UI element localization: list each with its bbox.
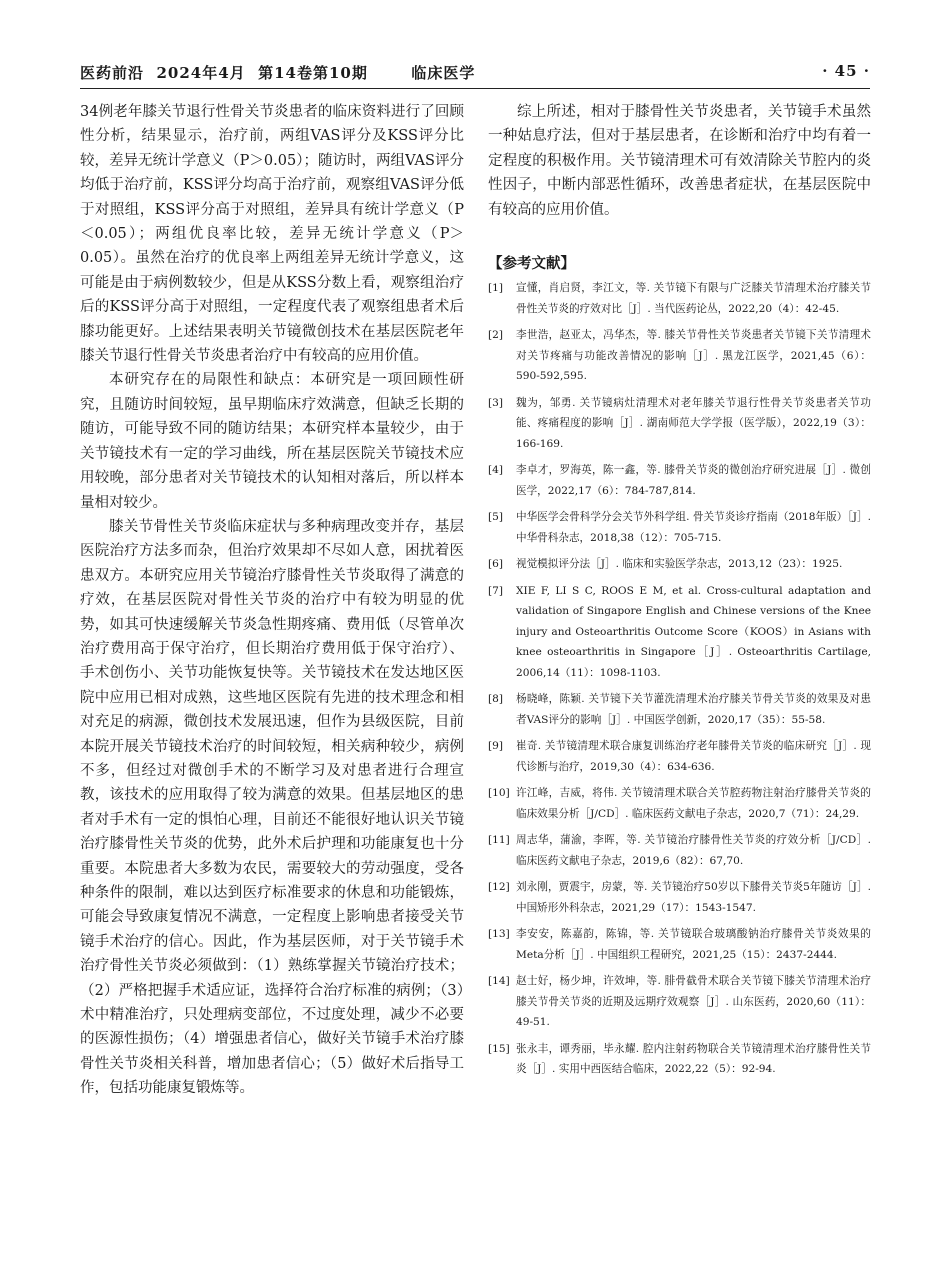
- page-number: · 45 ·: [822, 62, 870, 80]
- reference-item: [8] 杨晓峰，陈颖. 关节镜下关节灌洗清理术治疗膝关节骨关节炎的效果及对患者VAS评分的影响［J］. 中国医学创新，2020,17（35）：55-58.: [488, 693, 871, 726]
- reference-item: [9] 崔奇. 关节镜清理术联合康复训练治疗老年膝骨关节炎的临床研究［J］. 现代诊断与治疗，2019,30（4）：634-636.: [488, 740, 871, 773]
- journal-name: 医药前沿: [80, 64, 145, 82]
- header-left: [80, 62, 475, 83]
- reference-item: [2] 李世浩，赵亚太，冯华杰，等. 膝关节骨性关节炎患者关节镜下关节清理术对关节疼痛与功能改善情况的影响［J］. 黑龙江医学，2021,45（6）：590-592,595.: [488, 329, 871, 382]
- volume-issue: 第14卷第10期: [258, 64, 368, 82]
- running-header: [80, 62, 870, 86]
- reference-item: [15] 张永丰，谭秀丽，毕永耀. 腔内注射药物联合关节镜清理术治疗膝骨性关节炎［J］. 实用中西医结合临床，2022,22（5）：92-94.: [488, 1042, 871, 1075]
- header-rule: [80, 88, 870, 89]
- reference-item: [7] XIE F, LI S C, ROOS E M, et al. Cross-cultural adaptation and validation of Singapore English and Chinese versions of the Knee injury and Osteoarthritis Outcome Score（KOOS）in Asians with knee osteoarthritis in Singapore［J］. Osteoarthritis Cartilage, 2006,14（11）：1098-1103.: [488, 584, 871, 679]
- reference-item: [13] 李安安，陈嘉韵，陈锦，等. 关节镜联合玻璃酸钠治疗膝骨关节炎效果的Meta分析［J］. 中国组织工程研究，2021,25（15）：2437-2444.: [488, 928, 871, 961]
- reference-item: [3] 魏为，邹勇. 关节镜病灶清理术对老年膝关节退行性骨关节炎患者关节功能、疼痛程度的影响［J］. 湖南师范大学学报（医学版），2022,19（3）：166-169.: [488, 396, 871, 450]
- reference-item: [1] 宣懂，肖启贤，李江文，等. 关节镜下有限与广泛膝关节清理术治疗膝关节骨性关节炎的疗效对比［J］. 当代医药论丛，2022,20（4）：42-45.: [488, 282, 871, 315]
- paragraph-discussion: 膝关节骨性关节炎临床症状与多种病理改变并存，基层医院治疗方法多而杂，但治疗效果却不尽如人意，困扰着医患双方。本研究应用关节镜治疗膝骨性关节炎取得了满意的疗效，在基层医院对骨性关节炎的治疗中有较为明显的优势，如其可快速缓解关节炎急性期疼痛、费用低（尽管单次治疗费用高于保守治疗，但长期治疗费用低于保守治疗）、手术创伤小、关节功能恢复快等。关节镜技术在发达地区医院中应用已相对成熟，这些地区医院有先进的技术理念和相对充足的病源，微创技术发展迅速，但作为县级医院，目前本院开展关节镜技术治疗的时间较短，相关病种较少，病例不多，但经过对微创手术的不断学习及对患者进行合理宣教，该技术的应用取得了较为满意的效果。但基层地区的患者对手术有一定的惧怕心理，目前还不能很好地认识关节镜治疗膝骨性关节炎的优势，此外术后护理和功能康复也十分重要。本院患者大多数为农民，需要较大的劳动强度，受各种条件的限制，难以达到医疗标准要求的休息和功能锻炼，可能会导致康复情况不满意，一定程度上影响患者接受关节镜手术治疗的信心。因此，作为基层医师，对于关节镜手术治疗骨性关节炎必须做到：（1）熟练掌握关节镜治疗技术；（2）严格把握手术适应证，选择符合治疗标准的病例；（3）术中精准治疗，只处理病变部位，不过度处理，减少不必要的医源性损伤；（4）增强患者信心，做好关节镜手术治疗膝骨性关节炎相关科普，增加患者信心；（5）做好术后指导工作，包括功能康复锻炼等。: [80, 518, 464, 1097]
- reference-item: [5] 中华医学会骨科学分会关节外科学组. 骨关节炎诊疗指南（2018年版）［J］. 中华骨科杂志，2018,38（12）：705-715.: [488, 511, 871, 544]
- reference-item: [10] 许江峰，吉威，将伟. 关节镜清理术联合关节腔药物注射治疗膝骨关节炎的临床效果分析［J/CD］. 临床医药文献电子杂志，2020,7（71）：24,29.: [488, 787, 871, 820]
- references-title: 【参考文献】: [488, 255, 575, 272]
- paragraph-limitations: 本研究存在的局限性和缺点：本研究是一项回顾性研究，且随访时间较短，虽早期临床疗效满意，但缺乏长期的随访，可能导致不同的随访结果；本研究样本量较少，由于关节镜技术有一定的学习曲线，所在基层医院关节镜技术应用较晚，部分患者对关节镜技术的认知相对落后，所以样本量相对较少。: [80, 372, 464, 511]
- left-column: [80, 100, 464, 1101]
- paragraph-results: 34例老年膝关节退行性骨关节炎患者的临床资料进行了回顾性分析，结果显示，治疗前，两组VAS评分及KSS评分比较，差异无统计学意义（P＞0.05）；随访时，两组VAS评分均低于治疗前，KSS评分均高于治疗前，观察组VAS评分低于对照组，KSS评分高于对照组，差异具有统计学意义（P＜0.05）；两组优良率比较，差异无统计学意义（P＞0.05）。虽然在治疗的优良率上两组差异无统计学意义，这可能是由于病例数较少，但是从KSS分数上看，观察组治疗后的KSS评分高于对照组，一定程度代表了观察组患者术后膝功能更好。上述结果表明关节镜微创技术在基层医院老年膝关节退行性骨关节炎患者治疗中有较高的应用价值。: [80, 104, 464, 365]
- paragraph-summary: 综上所述，相对于膝骨性关节炎患者，关节镜手术虽然一种姑息疗法，但对于基层患者，在诊断和治疗中均有着一定程度的积极作用。关节镜清理术可有效清除关节腔内的炎性因子，中断内部恶性循环，改善患者症状，在基层医院中有较高的应用价值。: [488, 104, 871, 218]
- reference-item: [12] 刘永刚，贾震宇，房蒙，等. 关节镜治疗50岁以下膝骨关节炎5年随访［J］. 中国矫形外科杂志，2021,29（17）：1543-1547.: [488, 881, 871, 914]
- right-column: [488, 100, 871, 1075]
- reference-item: [11] 周志华，蒲渝，李晖，等. 关节镜治疗膝骨性关节炎的疗效分析［J/CD］. 临床医药文献电子杂志，2019,6（82）：67,70.: [488, 834, 871, 867]
- references-list: [488, 278, 871, 1086]
- section-name: 临床医学: [411, 64, 476, 82]
- reference-item: [6] 视觉模拟评分法［J］. 临床和实验医学杂志，2013,12（23）：1925.: [488, 558, 843, 570]
- reference-item: [14] 赵士好，杨少坤，许效坤，等. 腓骨截骨术联合关节镜下膝关节清理术治疗膝关节骨关节炎的近期及远期疗效观察［J］. 山东医药，2020,60（11）：49-51.: [488, 975, 871, 1028]
- issue-date: 2024年4月: [156, 64, 246, 82]
- reference-item: [4] 李卓才，罗海英，陈一鑫，等. 膝骨关节炎的微创治疗研究进展［J］. 微创医学，2022,17（6）：784-787,814.: [488, 464, 871, 497]
